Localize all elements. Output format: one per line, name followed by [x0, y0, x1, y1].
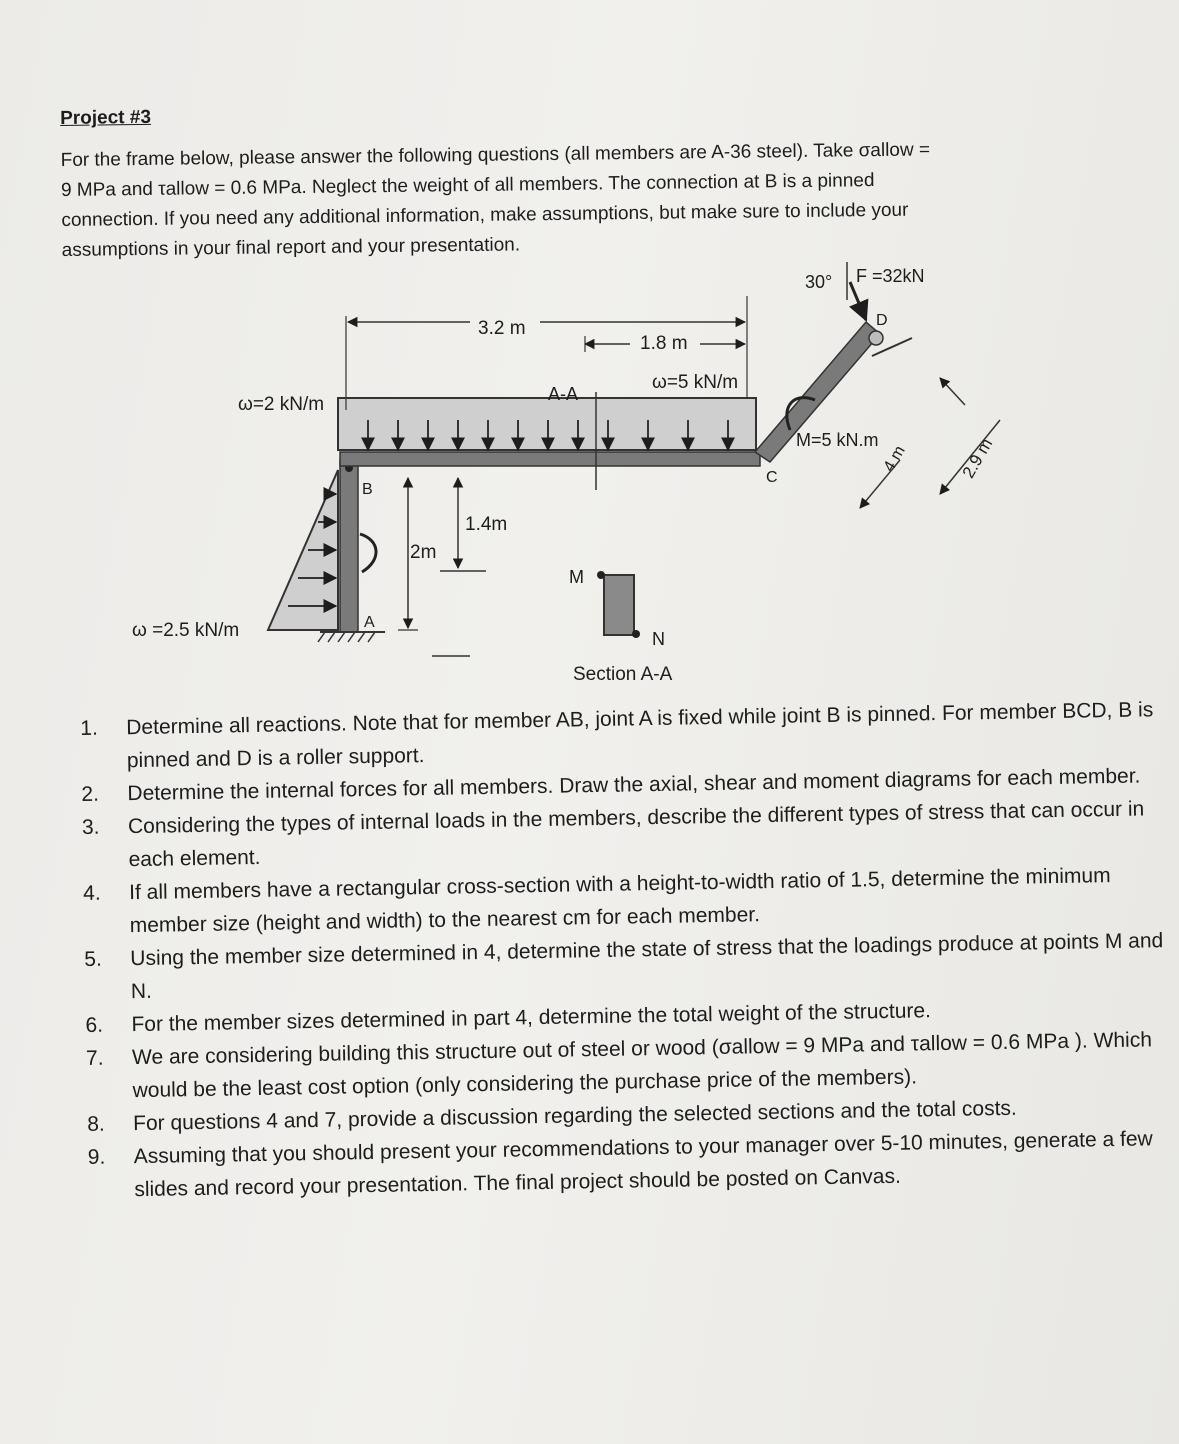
label-b: B	[362, 481, 373, 498]
moment-label: M=5 kN.m	[796, 430, 879, 450]
question-item: 8. For questions 4 and 7, provide a discussion regarding the selected sections and the total costs.	[86, 1096, 1017, 1136]
dim-label-32: 3.2 m	[478, 318, 526, 339]
question-list	[80, 693, 1168, 1207]
load-label-left-top: ω=2 kN/m	[238, 394, 325, 415]
question-item: 6. For the member sizes determined in part 4, determine the total weight of the structure.	[85, 999, 932, 1037]
dim-label-29: 2.9 m	[958, 435, 997, 482]
point-m	[597, 571, 605, 579]
member-bc	[340, 452, 760, 466]
moment-arc-ab	[360, 534, 376, 572]
label-c: C	[766, 469, 778, 486]
dim-label-14: 1.4m	[465, 514, 508, 535]
section-cut-label: A-A	[548, 384, 579, 404]
dim-label-2: 2m	[410, 542, 437, 563]
intro-line-4: assumptions in your final report and your presentation.	[61, 234, 521, 261]
question-item: 1. Determine all reactions. Note that for member AB, joint A is fixed while joint B is pinned. For member BCD, B is pinned and D is a roller support.	[80, 698, 1154, 773]
label-n: N	[652, 629, 665, 649]
question-item: 7. We are considering building this structure out of steel or wood (σallow = 9 MPa and τallow = 0.6 MPa ). Which would be the least cost option (only considering the purchase price of the members).	[85, 1028, 1153, 1103]
roller-d	[869, 331, 883, 345]
page-title: Project #3	[60, 106, 152, 129]
intro-line-2: 9 MPa and τallow = 0.6 MPa. Neglect the weight of all members. The connection at B is a pinned	[60, 170, 875, 201]
frame-diagram	[0, 0, 1179, 720]
support-a-hatch	[318, 632, 375, 642]
label-d: D	[876, 312, 888, 329]
intro-line-1: For the frame below, please answer the following questions (all members are A-36 steel). Take σallow =	[60, 139, 931, 171]
dim-label-4: 4 m	[880, 443, 909, 475]
label-m: M	[569, 567, 584, 587]
section-aa-shape	[604, 575, 634, 635]
question-item: 9. Assuming that you should present your recommendations to your manager over 5-10 minutes, generate a few slides and record your presentation. The final project should be posted on Canvas.	[87, 1127, 1153, 1202]
question-item: 4. If all members have a rectangular cross-section with a height-to-width ratio of 1.5, determine the minimum member size (height and width) to the nearest cm for each member.	[82, 864, 1111, 938]
load-label-right: ω=5 kN/m	[652, 372, 739, 393]
section-caption: Section A-A	[573, 664, 673, 685]
question-item: 5. Using the member size determined in 4, determine the state of stress that the loadings produce at points M and N.	[84, 929, 1164, 1004]
load-label-left-bottom: ω =2.5 kN/m	[132, 620, 240, 641]
question-item: 2. Determine the internal forces for all members. Draw the axial, shear and moment diagrams for each member.	[81, 764, 1141, 806]
intro-line-3: connection. If you need any additional information, make assumptions, but make sure to include your	[61, 199, 909, 231]
angle-label: 30°	[805, 272, 833, 292]
dim-29m-line-b	[940, 378, 965, 405]
force-label: F =32kN	[856, 266, 925, 286]
dim-label-18: 1.8 m	[640, 333, 688, 354]
label-a: A	[364, 614, 375, 631]
member-ab	[340, 460, 358, 632]
force-f-arrow	[850, 282, 866, 320]
question-item: 3. Considering the types of internal loads in the members, describe the different types of stress that can occur in each element.	[81, 797, 1145, 872]
point-n	[632, 630, 640, 638]
